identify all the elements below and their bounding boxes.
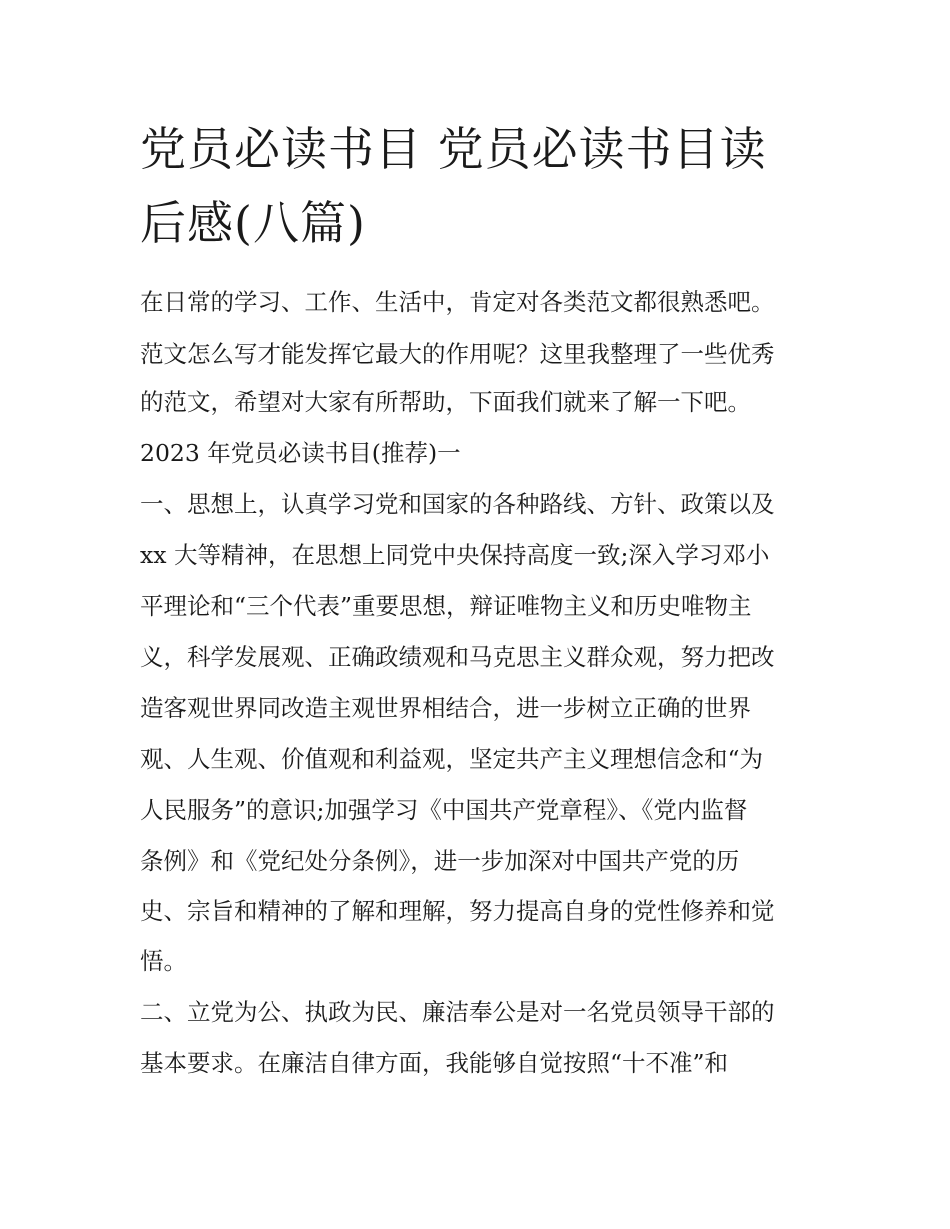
title-line-2: 后感(八篇) <box>140 196 366 250</box>
body-line: 在日常的学习、工作、生活中，肯定对各类范文都很熟悉吧。 <box>140 288 775 316</box>
body-line: 平理论和“三个代表”重要思想，辩证唯物主义和历史唯物主 <box>140 592 752 620</box>
body-line: 人民服务”的意识;加强学习《中国共产党章程》、《党内监督 <box>140 796 748 824</box>
body-line: xx 大等精神，在思想上同党中央保持高度一致;深入学习邓小 <box>140 541 770 569</box>
document-title <box>140 112 830 260</box>
section-heading: 2023 年党员必读书目(推荐)一 <box>140 439 461 467</box>
body-line: 史、宗旨和精神的了解和理解，努力提高自身的党性修养和觉 <box>140 897 775 925</box>
body-line: 范文怎么写才能发挥它最大的作用呢？这里我整理了一些优秀 <box>140 340 775 368</box>
title-line-1: 党员必读书目 党员必读书目读 <box>140 122 767 176</box>
body-line: 造客观世界同改造主观世界相结合，进一步树立正确的世界 <box>140 694 751 722</box>
body-line: 一、思想上，认真学习党和国家的各种路线、方针、政策以及 <box>140 490 775 518</box>
body-line: 基本要求。在廉洁自律方面，我能够自觉按照“十不准”和 <box>140 1049 729 1077</box>
body-line: 二、立党为公、执政为民、廉洁奉公是对一名党员领导干部的 <box>140 998 775 1026</box>
body-line: 悟。 <box>140 947 187 975</box>
body-line: 义，科学发展观、正确政绩观和马克思主义群众观，努力把改 <box>140 643 775 671</box>
body-line: 观、人生观、价值观和利益观，坚定共产主义理想信念和“为 <box>140 745 764 773</box>
body-line: 条例》和《党纪处分条例》，进一步加深对中国共产党的历 <box>140 847 740 875</box>
body-line: 的范文，希望对大家有所帮助，下面我们就来了解一下吧。 <box>140 388 751 416</box>
